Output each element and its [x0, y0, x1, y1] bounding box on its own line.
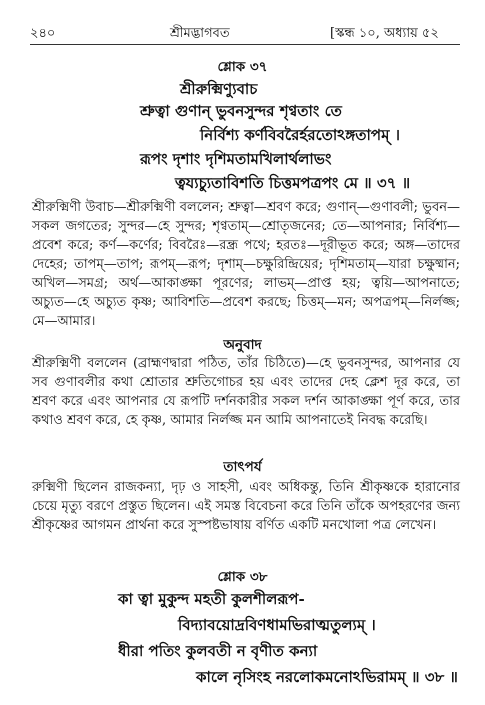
synonyms-paragraph: শ্রীরুক্মিণী উবাচ—শ্রীরুক্মিণী বললেন; শ্রুত্বা—শ্রবণ করে; গুণান্‌—গুণাবলী; ভুবন—সকল জগতের; সুন্দর—হে সুন্দর; শৃণ্বতাম্‌—শ্রোতৃজনের; তে—আপনার; নির্বিশ্য—প্রবেশ করে; কর্ণ—কর্ণের; বিবরৈঃ—রন্ধ্র পথে; হরতঃ—দূরীভূত করে; অঙ্গ—তাদের দেহের; তাপম্‌—তাপ; রূপম্‌—রূপ; দৃশাম্‌—চক্ষুরিন্দ্রিয়ের; দৃশিমতাম্‌—যারা চক্ষুষ্মান; অখিল—সমগ্র; অর্থ—আকাঙ্ক্ষা পূরণের; লাভম্‌—প্রাপ্ত হয়; ত্বয়ি—আপনাতে; অচ্যুত—হে অচ্যুত কৃষ্ণ; আবিশতি—প্রবেশ করছে; চিত্তম্‌—মন; অপত্রপম্‌—নির্লজ্জ; মে—আমার। [32, 200, 460, 329]
translation-paragraph: শ্রীরুক্মিণী বললেন (ব্রাহ্মণদ্বারা পঠিত, তাঁর চিঠিতে)—হে ভুবনসুন্দর, আপনার যে সব গুণাবলীর কথা শ্রোতার শ্রুতিগোচর হয় এবং তাদের দেহ ক্লেশ দূর করে, তা শ্রবণ করে এবং আপনার যে রূপটি দর্শনকারীর সকল দর্শন আকাঙ্ক্ষা পূর্ণ করে, তার কথাও শ্রবণ করে, হে কৃষ্ণ, আমার নির্লজ্জ মন আমি আপনাতেই নিবদ্ধ করেছি। [32, 356, 460, 428]
verse-38-line-3: ধীরা পতিং কুলবতী ন বৃণীত কন্যা [118, 642, 318, 660]
verse-38-line-1: কা ত্বা মুকুন্দ মহতী কুলশীলরূপ- [118, 590, 305, 608]
verse-38-line-4: কালে নৃসিংহ নরলোকমনোঽভিরামম্‌ ॥ ৩৮ ॥ [196, 668, 458, 686]
verse-38-line-2: বিদ্যাবয়োদ্রবিণধামভিরাত্মতুল্যম্‌ । [178, 616, 376, 634]
purport-heading: তাৎপর্য [223, 459, 262, 475]
verse-38-heading: শ্লোক ৩৮ [217, 569, 268, 585]
header-rule [30, 44, 460, 45]
verse-37-line-4: ত্বয্যচ্যুতাবিশতি চিত্তমপত্রপং মে ॥ ৩৭ ॥ [175, 174, 411, 192]
page-number: ২৪০ [30, 26, 56, 41]
verse-37-speaker: শ্রীরুক্মিণ্যুবাচ [180, 80, 258, 98]
verse-37-heading: শ্লোক ৩৭ [217, 59, 268, 75]
verse-37-line-1: শ্রুত্বা গুণান্‌ ভুবনসুন্দর শৃণ্বতাং তে [140, 102, 342, 120]
running-title: শ্রীমদ্ভাগবত [170, 26, 230, 41]
section-reference: [স্কন্ধ ১০, অধ্যায় ৫২ [330, 26, 439, 41]
verse-37-line-2: নির্বিশ্য কর্ণবিবরৈর্হরতোঽঙ্গতাপম্‌ । [200, 126, 401, 144]
purport-paragraph: রুক্মিণী ছিলেন রাজকন্যা, দৃঢ় ও সাহসী, এবং অধিকন্তু, তিনি শ্রীকৃষ্ণকে হারানোর চেয়ে মৃত্যু বরণে প্রস্তুত ছিলেন। এই সমস্ত বিবেচনা করে তিনি তাঁকে অপহরণের জন্য শ্রীকৃষ্ণের আগমন প্রার্থনা করে সুস্পষ্টভাষায় বর্ণিত একটি মনখোলা পত্র লেখেন। [32, 480, 460, 533]
verse-37-line-3: রূপং দৃশাং দৃশিমতামখিলার্থলাভং [140, 150, 332, 168]
translation-heading: অনুবাদ [223, 337, 262, 353]
